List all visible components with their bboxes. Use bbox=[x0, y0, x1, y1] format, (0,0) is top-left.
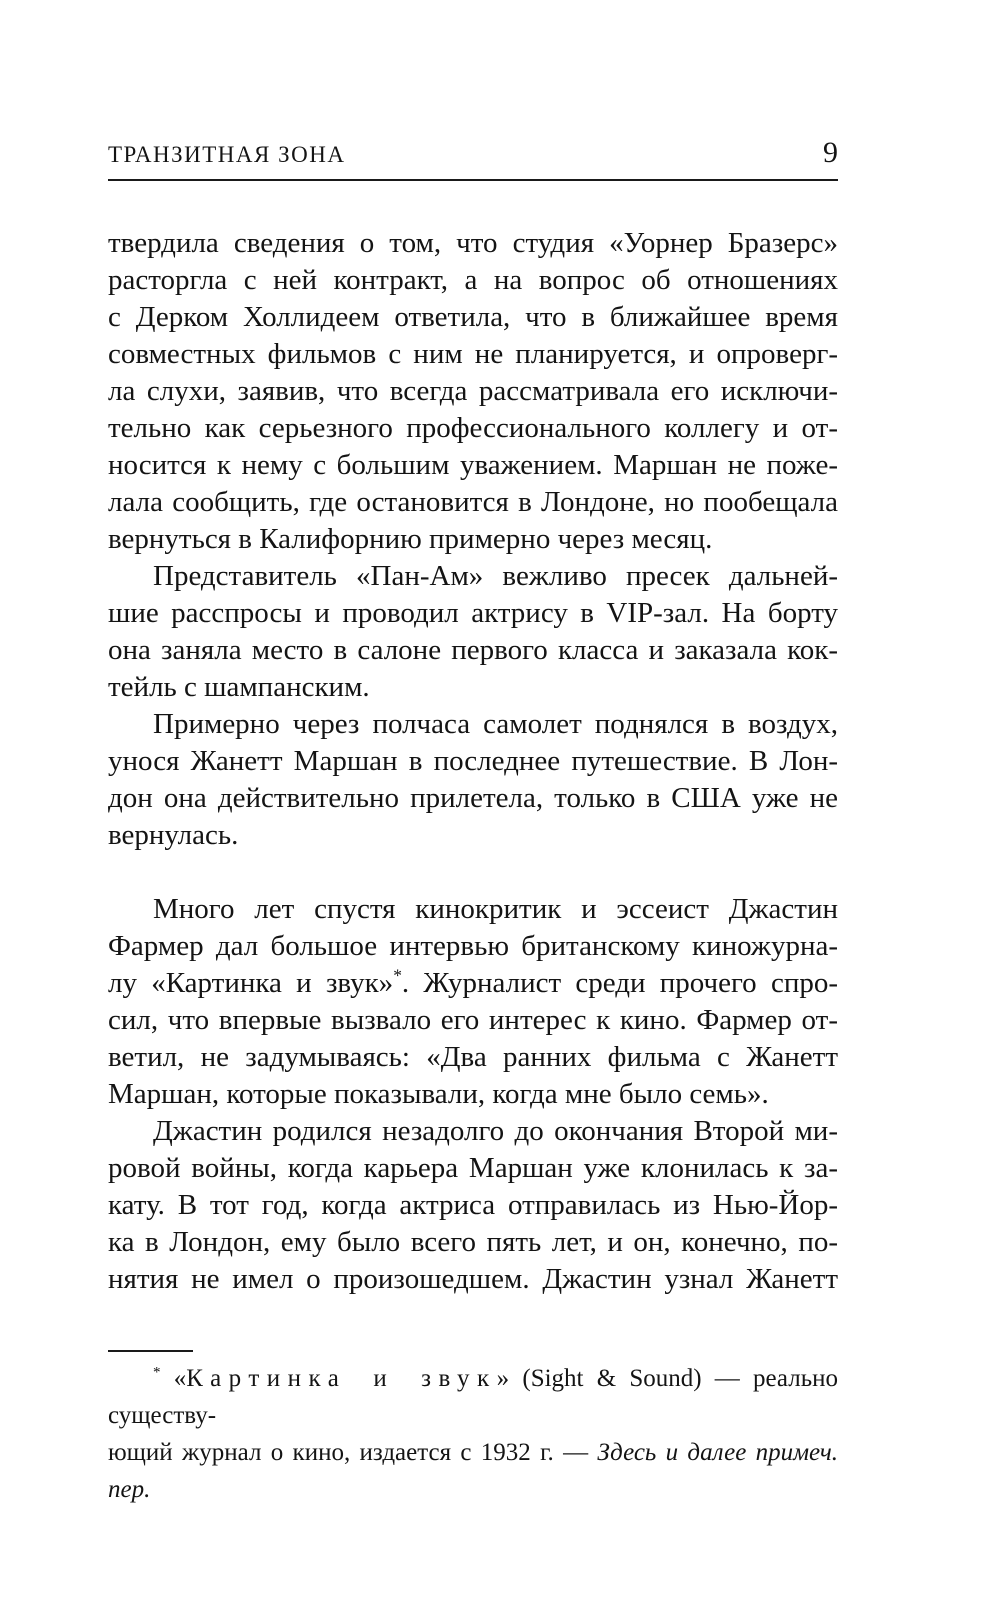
footnote-rule bbox=[108, 1350, 193, 1352]
text-line bbox=[108, 595, 838, 632]
text-segment: тельно как серьезного профессионального коллегу и от- bbox=[108, 412, 838, 444]
text-line bbox=[108, 225, 838, 262]
text-segment: Джастин родился незадолго до окончания Второй ми- bbox=[153, 1115, 838, 1147]
text-segment: ла слухи, заявив, что всегда рассматривала его исключи- bbox=[108, 375, 838, 407]
footnote-ref-marker: * bbox=[153, 1364, 161, 1381]
text-segment: вернулась. bbox=[108, 819, 239, 851]
text-line bbox=[108, 521, 838, 558]
footnote-line bbox=[108, 1360, 838, 1434]
text-segment: расторгла с ней контракт, а на вопрос об отношениях bbox=[108, 264, 838, 296]
text-segment: носится к нему с большим уважением. Маршан не поже- bbox=[108, 449, 838, 481]
text-line bbox=[108, 891, 838, 928]
text-line bbox=[108, 632, 838, 669]
text-segment: Много лет спустя кинокритик и эссеист Джастин bbox=[153, 893, 838, 925]
text-line bbox=[108, 558, 838, 595]
text-line bbox=[108, 1039, 838, 1076]
text-segment: ровой войны, когда карьера Маршан уже клонилась к за- bbox=[108, 1152, 838, 1184]
footnote-line bbox=[108, 1434, 838, 1508]
text-line bbox=[108, 373, 838, 410]
text-segment: вернуться в Калифорнию примерно через месяц. bbox=[108, 523, 713, 555]
text-line bbox=[108, 1261, 838, 1298]
text-segment: кату. В тот год, когда актриса отправилась из Нью-Йор- bbox=[108, 1189, 838, 1221]
paragraph bbox=[108, 558, 838, 706]
text-segment: сил, что впервые вызвало его интерес к кино. Фармер от- bbox=[108, 1004, 838, 1036]
page-header bbox=[108, 136, 838, 181]
text-segment: « bbox=[160, 1365, 187, 1392]
body-text bbox=[108, 225, 838, 1298]
running-title: ТРАНЗИТНАЯ ЗОНА bbox=[108, 142, 346, 167]
text-segment: лала сообщить, где остановится в Лондоне, но пообещала bbox=[108, 486, 838, 518]
text-segment: . Журналист среди прочего спро- bbox=[401, 967, 838, 999]
text-line bbox=[108, 1224, 838, 1261]
text-segment: нятия не имел о произошедшем. Джастин узнал Жанетт bbox=[108, 1263, 838, 1295]
text-line bbox=[108, 743, 838, 780]
text-line bbox=[108, 262, 838, 299]
text-segment: тейль с шампанским. bbox=[108, 671, 370, 703]
text-line bbox=[108, 928, 838, 965]
text-line bbox=[108, 706, 838, 743]
text-segment: Представитель «Пан-Ам» вежливо пресек дальней- bbox=[153, 560, 838, 592]
text-line bbox=[108, 336, 838, 373]
paragraph bbox=[108, 706, 838, 854]
text-line bbox=[108, 780, 838, 817]
text-segment: лу «Картинка и звук» bbox=[108, 967, 394, 999]
text-line bbox=[108, 1076, 838, 1113]
text-segment: Здесь и далее примеч. пер. bbox=[108, 1439, 838, 1503]
text-line bbox=[108, 1002, 838, 1039]
text-line bbox=[108, 965, 838, 1002]
text-segment: ка в Лондон, ему было всего пять лет, и он, конечно, по- bbox=[108, 1226, 838, 1258]
paragraph bbox=[108, 1113, 838, 1298]
footnote-ref-marker: * bbox=[393, 965, 402, 986]
text-segment: она заняла место в салоне первого класса и заказала кок- bbox=[108, 634, 838, 666]
page-number: 9 bbox=[823, 136, 838, 169]
text-segment: Фармер дал большое интервью британскому киножурна- bbox=[108, 930, 838, 962]
text-line bbox=[108, 1187, 838, 1224]
footnote bbox=[108, 1350, 838, 1508]
paragraph bbox=[108, 225, 838, 558]
text-segment: Примерно через полчаса самолет поднялся в воздух, bbox=[153, 708, 838, 740]
page-content bbox=[108, 136, 838, 1508]
text-line bbox=[108, 1113, 838, 1150]
text-segment: унося Жанетт Маршан в последнее путешествие. В Лон- bbox=[108, 745, 838, 777]
text-segment: ющий журнал о кино, издается с 1932 г. — bbox=[108, 1439, 598, 1466]
text-line bbox=[108, 299, 838, 336]
footnote-text bbox=[108, 1360, 838, 1508]
paragraph bbox=[108, 891, 838, 1113]
text-segment: ветил, не задумываясь: «Два ранних фильма с Жанетт bbox=[108, 1041, 838, 1073]
text-segment: совместных фильмов с ним не планируется, и опроверг- bbox=[108, 338, 838, 370]
text-segment: дон она действительно прилетела, только в США уже не bbox=[108, 782, 838, 814]
text-line bbox=[108, 484, 838, 521]
text-line bbox=[108, 817, 838, 854]
text-segment: Маршан, которые показывали, когда мне было семь». bbox=[108, 1078, 769, 1110]
text-line bbox=[108, 410, 838, 447]
text-segment: твердила сведения о том, что студия «Уорнер Бразерс» bbox=[108, 227, 838, 259]
text-segment: с Дерком Холлидеем ответила, что в ближайшее время bbox=[108, 301, 838, 333]
text-line bbox=[108, 447, 838, 484]
text-line bbox=[108, 669, 838, 706]
text-segment: » (Sight & Sound) — реально существу- bbox=[108, 1365, 838, 1429]
text-line bbox=[108, 1150, 838, 1187]
text-segment: Картинка и звук bbox=[186, 1365, 497, 1392]
text-segment: шие расспросы и проводил актрису в VIP-зал. На борту bbox=[108, 597, 838, 629]
